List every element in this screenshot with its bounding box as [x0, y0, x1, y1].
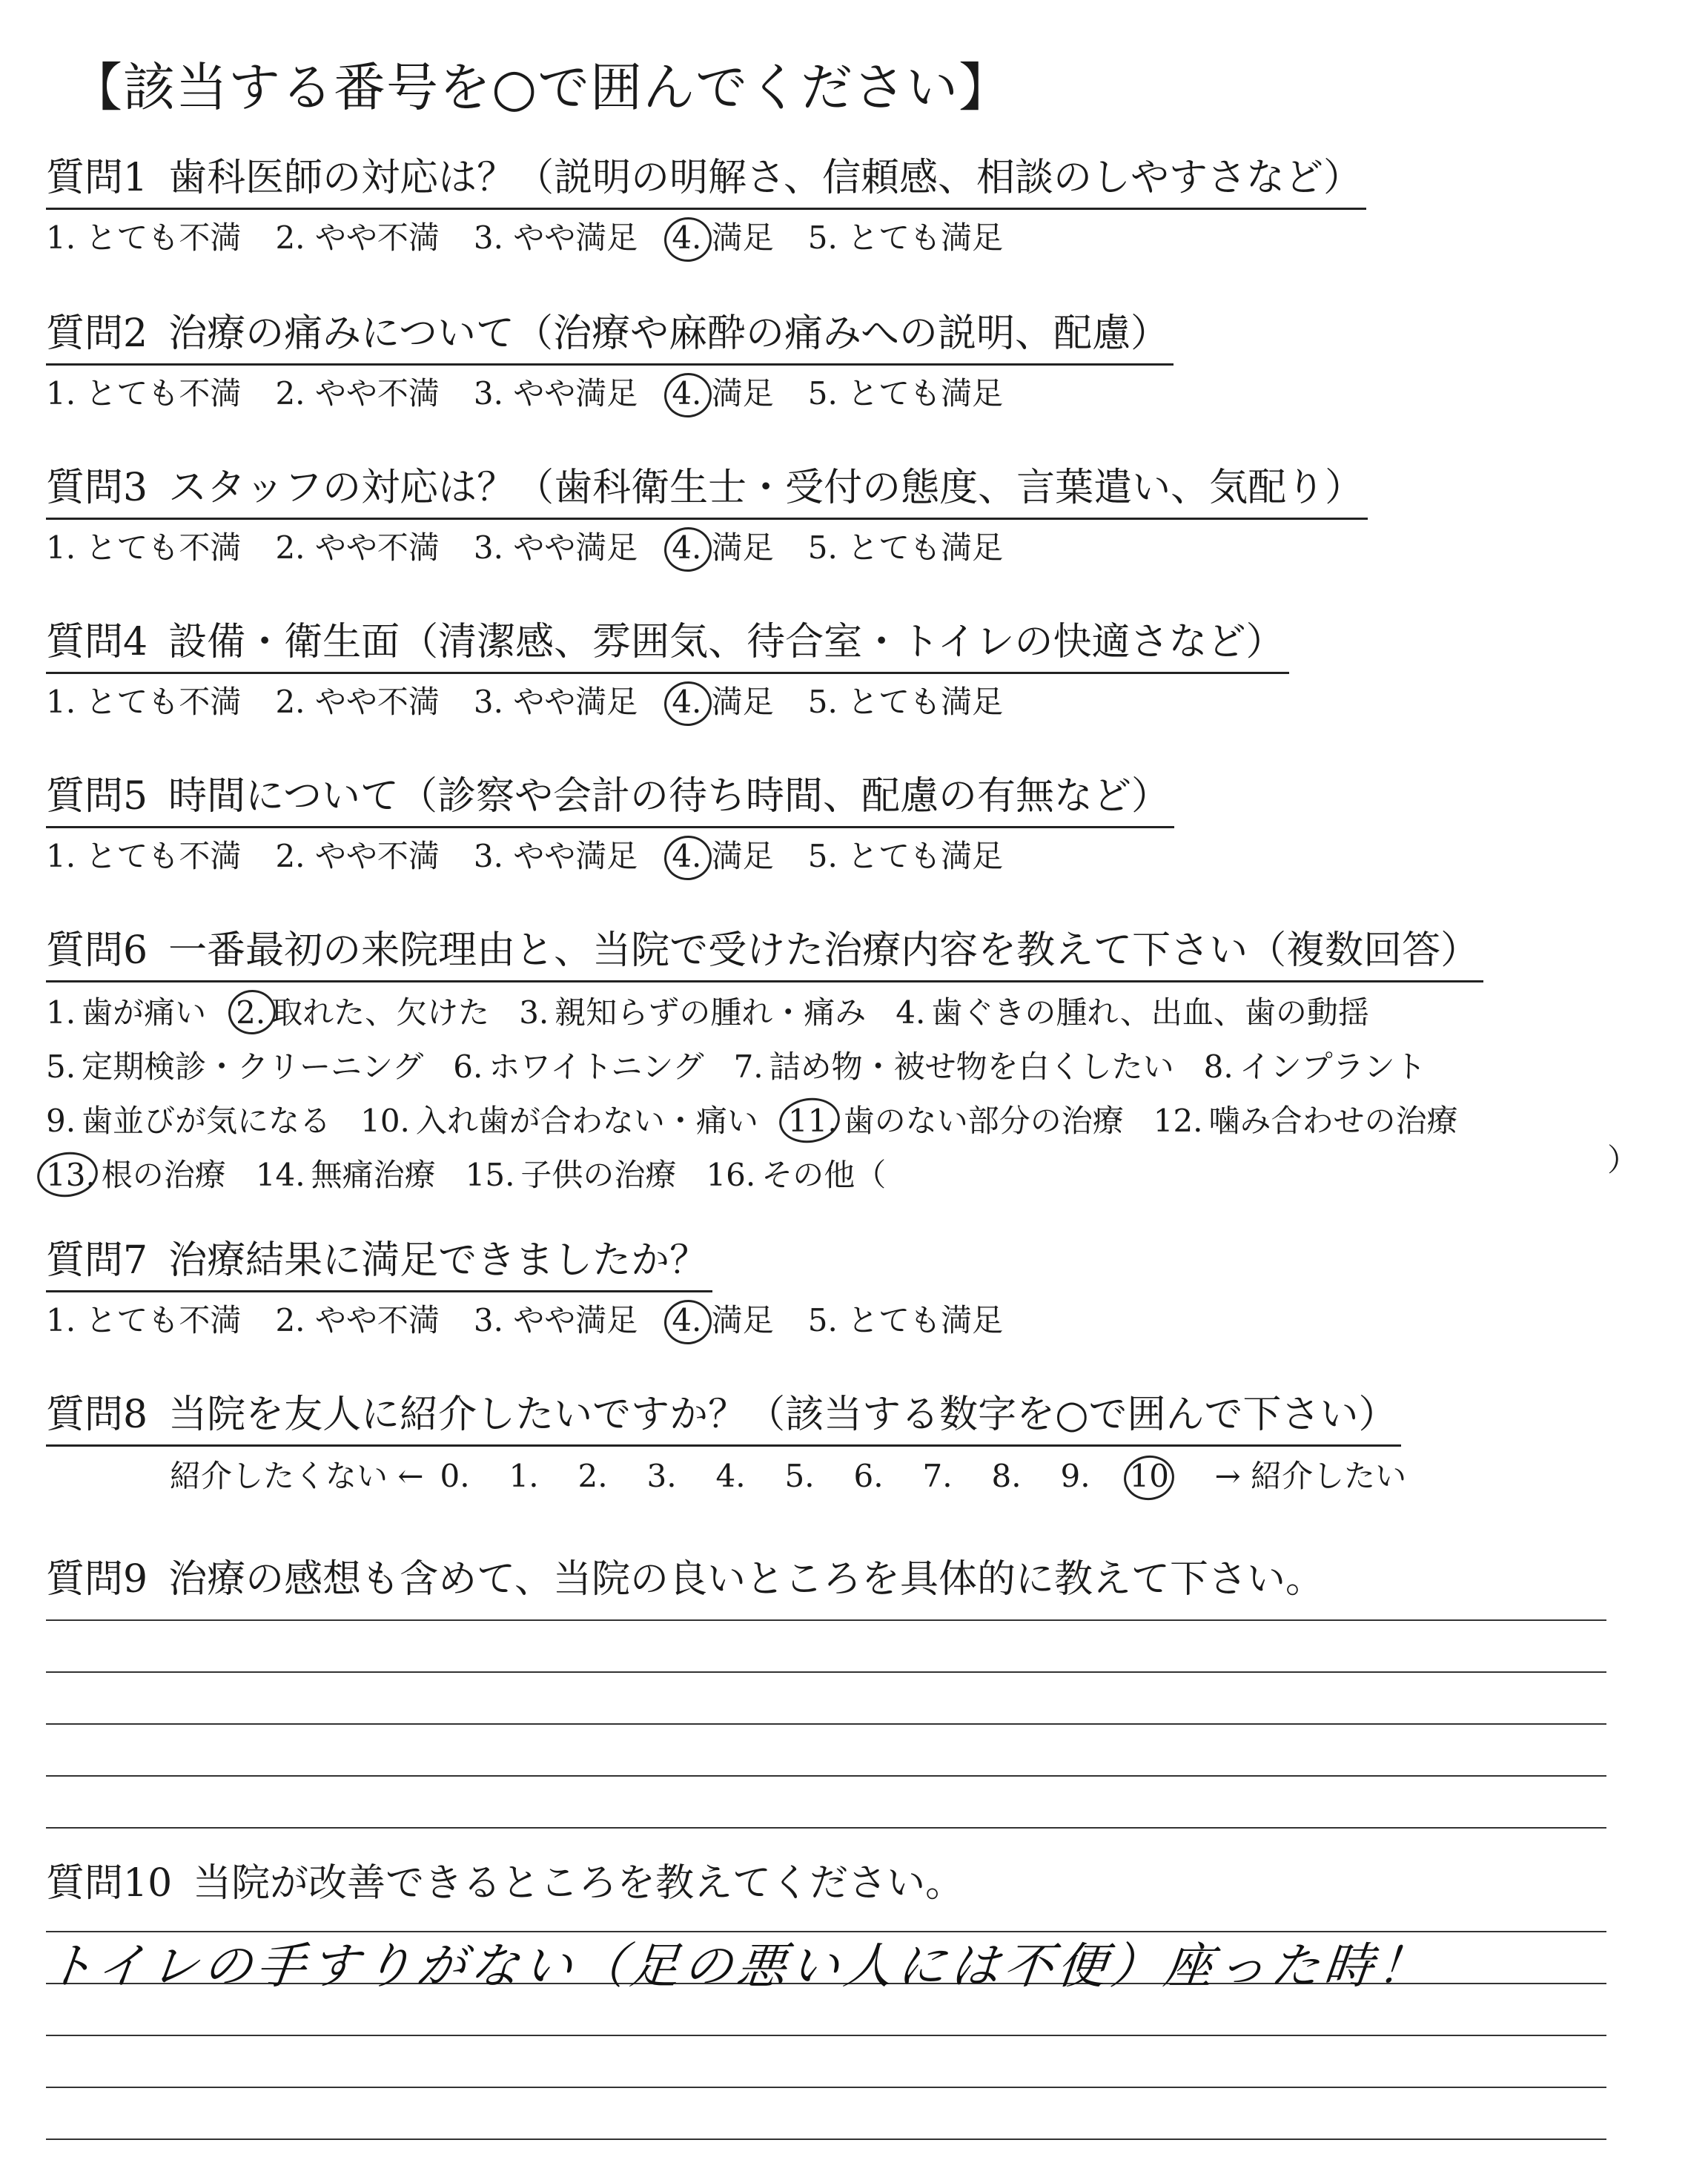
option-label: 詰め物・被せ物を白くしたい [769, 1048, 1174, 1085]
option-number: 10. [360, 1103, 410, 1139]
question-heading [46, 612, 1289, 674]
option-label: 噛み合わせの治療 [1208, 1103, 1458, 1139]
q10-handwritten-answer: トイレの手すりがない（足の悪い人には不便）座った時！ [42, 1938, 1434, 1995]
treatment-row [46, 985, 1488, 1040]
option-label: ホワイトニング [489, 1048, 704, 1085]
scale-option[interactable]: 4. [715, 1458, 746, 1494]
question-text: 一番最初の来院理由と、当院で受けた治療内容を教えて下さい（複数回答） [168, 928, 1480, 973]
question-text: 治療の感想も含めて、当院の良いところを具体的に教えて下さい。 [168, 1557, 1325, 1602]
answer-line [46, 1880, 1606, 1932]
question-8 [46, 1385, 1423, 1502]
treatment-option[interactable] [706, 1148, 886, 1202]
question-number: 質問10 [46, 1861, 173, 1906]
question-number: 質問6 [46, 928, 148, 973]
scale-option[interactable]: 9. [1060, 1458, 1090, 1494]
rating-option[interactable]: 1. とても不満 [46, 375, 242, 412]
rating-option[interactable]: 1. とても不満 [46, 1302, 242, 1338]
treatment-option[interactable] [1204, 1040, 1426, 1094]
scale-option[interactable]: 8. [991, 1458, 1022, 1494]
rating-option[interactable]: 2. やや不満 [275, 1302, 440, 1338]
rating-option[interactable]: 5. とても満足 [807, 219, 1004, 256]
rating-option[interactable]: 2. やや不満 [275, 529, 440, 566]
question-text: 歯科医師の対応は？（説明の明解さ、信頼感、相談のしやすさなど） [168, 156, 1363, 200]
option-number: 9. [46, 1103, 76, 1139]
question-6 [46, 921, 1488, 1202]
rating-option[interactable]: 4. 満足 [672, 369, 773, 419]
option-number: 14. [255, 1157, 305, 1193]
question-heading [46, 148, 1366, 210]
treatment-option[interactable] [896, 985, 1369, 1040]
question-number: 質問9 [46, 1557, 148, 1602]
treatment-option[interactable] [46, 1094, 331, 1148]
option-number: 6. [453, 1048, 483, 1085]
question-text: 治療の痛みについて（治療や麻酔の痛みへの説明、配慮） [168, 311, 1170, 356]
option-label: 無痛治療 [311, 1157, 436, 1193]
scale-right-label: → 紹介したい [1214, 1458, 1407, 1494]
answer-line [46, 1569, 1606, 1621]
rating-option[interactable]: 4. 満足 [672, 213, 773, 263]
question-text: 治療結果に満足できましたか？ [168, 1238, 709, 1283]
rating-options [46, 369, 1174, 419]
question-heading [46, 1231, 712, 1292]
treatment-option[interactable] [788, 1094, 1124, 1148]
rating-option[interactable]: 2. やや不満 [275, 684, 440, 720]
rating-option[interactable]: 1. とても不満 [46, 219, 242, 256]
treatment-option[interactable] [734, 1040, 1174, 1094]
option-number: 7. [733, 1048, 764, 1085]
rating-option[interactable]: 5. とても満足 [807, 684, 1004, 720]
question-heading [46, 921, 1483, 982]
option-label: 歯のない部分の治療 [843, 1103, 1124, 1139]
treatment-option[interactable] [519, 985, 866, 1040]
q9-answer-lines[interactable] [46, 1569, 1606, 1829]
question-1 [46, 148, 1366, 263]
option-number: 3. [519, 994, 549, 1031]
form-title: 【該当する番号を○で囲んでください】 [70, 57, 1012, 118]
question-text: 当院が改善できるところを教えてください。 [193, 1861, 964, 1906]
scale-option[interactable]: 7. [922, 1458, 953, 1494]
option-label: 歯が痛い [82, 994, 207, 1031]
question-text: スタッフの対応は？（歯科衛生士・受付の態度、言葉遣い、気配り） [168, 466, 1364, 510]
rating-option[interactable]: 1. とても不満 [46, 529, 242, 566]
rating-option[interactable]: 3. やや満足 [473, 1302, 638, 1338]
other-paren-close: ） [1607, 1142, 1639, 1178]
scale-option[interactable]: 0. [440, 1458, 470, 1494]
option-number: 5. [46, 1048, 76, 1085]
option-number: 15. [465, 1157, 515, 1193]
treatment-option[interactable] [453, 1040, 704, 1094]
answer-line [46, 2036, 1606, 2088]
option-label: 歯並びが気になる [82, 1103, 331, 1139]
rating-option[interactable]: 3. やや満足 [473, 838, 638, 874]
question-number: 質問1 [46, 156, 148, 200]
answer-line [46, 1725, 1606, 1777]
option-label: 根の治療 [101, 1157, 226, 1193]
scale-option[interactable]: 10 [1130, 1451, 1199, 1502]
rating-options [46, 1295, 1037, 1346]
rating-option[interactable]: 5. とても満足 [807, 375, 1004, 412]
scale-option[interactable]: 6. [853, 1458, 884, 1494]
answer-line [46, 2088, 1606, 2140]
treatment-option[interactable] [256, 1148, 436, 1202]
rating-option[interactable]: 4. 満足 [672, 1295, 773, 1346]
treatment-option[interactable] [46, 1148, 226, 1202]
treatment-options [46, 985, 1488, 1202]
option-number: 13. [46, 1157, 96, 1193]
treatment-row [46, 1040, 1488, 1094]
rating-option[interactable]: 2. やや不満 [275, 375, 440, 412]
question-text: 設備・衛生面（清潔感、雰囲気、待合室・トイレの快適さなど） [168, 620, 1285, 664]
scale-left-label: 紹介したくない ← [170, 1458, 424, 1494]
question-7 [46, 1231, 1037, 1346]
answer-line [46, 1621, 1606, 1673]
treatment-row [46, 1094, 1488, 1148]
recommend-scale [153, 1451, 1423, 1502]
scale-option[interactable]: 2. [577, 1458, 608, 1494]
option-number: 2. [236, 994, 266, 1031]
rating-option[interactable]: 3. やや満足 [473, 375, 638, 412]
question-5 [46, 767, 1174, 882]
option-label: 親知らずの腫れ・痛み [555, 994, 867, 1031]
question-2 [46, 304, 1174, 419]
scale-option[interactable]: 1. [509, 1458, 539, 1494]
question-heading [46, 458, 1368, 520]
option-number: 16. [706, 1157, 756, 1193]
option-number: 4. [896, 994, 926, 1031]
question-4 [46, 612, 1289, 727]
rating-options [46, 523, 1368, 573]
question-heading [46, 767, 1174, 828]
treatment-option[interactable] [360, 1094, 758, 1148]
rating-option[interactable]: 2. やや不満 [275, 838, 440, 874]
option-label: 子供の治療 [520, 1157, 677, 1193]
question-text: 当院を友人に紹介したいですか？（該当する数字を○で囲んで下さい） [168, 1393, 1397, 1437]
question-number: 質問3 [46, 466, 148, 510]
rating-options [46, 213, 1366, 263]
option-label: 歯ぐきの腫れ、出血、歯の動揺 [931, 994, 1369, 1031]
option-number: 1. [46, 994, 76, 1031]
rating-option[interactable]: 5. とても満足 [807, 1302, 1004, 1338]
rating-options [46, 677, 1289, 727]
treatment-option[interactable] [466, 1148, 677, 1202]
question-number: 質問7 [46, 1238, 148, 1283]
question-number: 質問8 [46, 1393, 148, 1437]
option-label: その他（ [761, 1157, 887, 1193]
option-number: 11. [787, 1103, 838, 1139]
rating-option[interactable]: 3. やや満足 [473, 684, 638, 720]
option-label: インプラント [1239, 1048, 1426, 1085]
treatment-option[interactable] [46, 985, 206, 1040]
answer-line [46, 1673, 1606, 1725]
option-label: 取れた、欠けた [271, 994, 490, 1031]
question-text: 時間について（診察や会計の待ち時間、配慮の有無など） [168, 774, 1171, 819]
scale-option[interactable]: 5. [784, 1458, 815, 1494]
option-label: 定期検診・クリーニング [82, 1048, 424, 1085]
question-number: 質問5 [46, 774, 148, 819]
rating-option[interactable]: 4. 満足 [672, 677, 773, 727]
rating-option[interactable]: 4. 満足 [672, 831, 773, 882]
question-number: 質問2 [46, 311, 148, 356]
treatment-option[interactable] [1153, 1094, 1458, 1148]
rating-option[interactable]: 2. やや不満 [275, 219, 440, 256]
rating-option[interactable]: 5. とても満足 [807, 529, 1004, 566]
option-label: 入れ歯が合わない・痛い [415, 1103, 758, 1139]
rating-options [46, 831, 1174, 882]
question-3 [46, 458, 1368, 573]
option-number: 8. [1203, 1048, 1234, 1085]
answer-line [46, 1777, 1606, 1829]
question-heading [46, 1385, 1401, 1447]
treatment-option[interactable] [46, 1040, 423, 1094]
rating-option[interactable]: 3. やや満足 [473, 529, 638, 566]
treatment-option[interactable] [236, 985, 489, 1040]
scale-option[interactable]: 3. [646, 1458, 677, 1494]
rating-option[interactable]: 3. やや満足 [473, 219, 638, 256]
rating-option[interactable]: 1. とても不満 [46, 684, 242, 720]
option-number: 12. [1153, 1103, 1203, 1139]
rating-option[interactable]: 4. 満足 [672, 523, 773, 573]
q10-answer-lines[interactable] [46, 1880, 1606, 2140]
rating-option[interactable]: 5. とても満足 [807, 838, 1004, 874]
rating-option[interactable]: 1. とても不満 [46, 838, 242, 874]
question-heading [46, 304, 1174, 366]
treatment-row [46, 1148, 1488, 1202]
question-number: 質問4 [46, 620, 148, 664]
